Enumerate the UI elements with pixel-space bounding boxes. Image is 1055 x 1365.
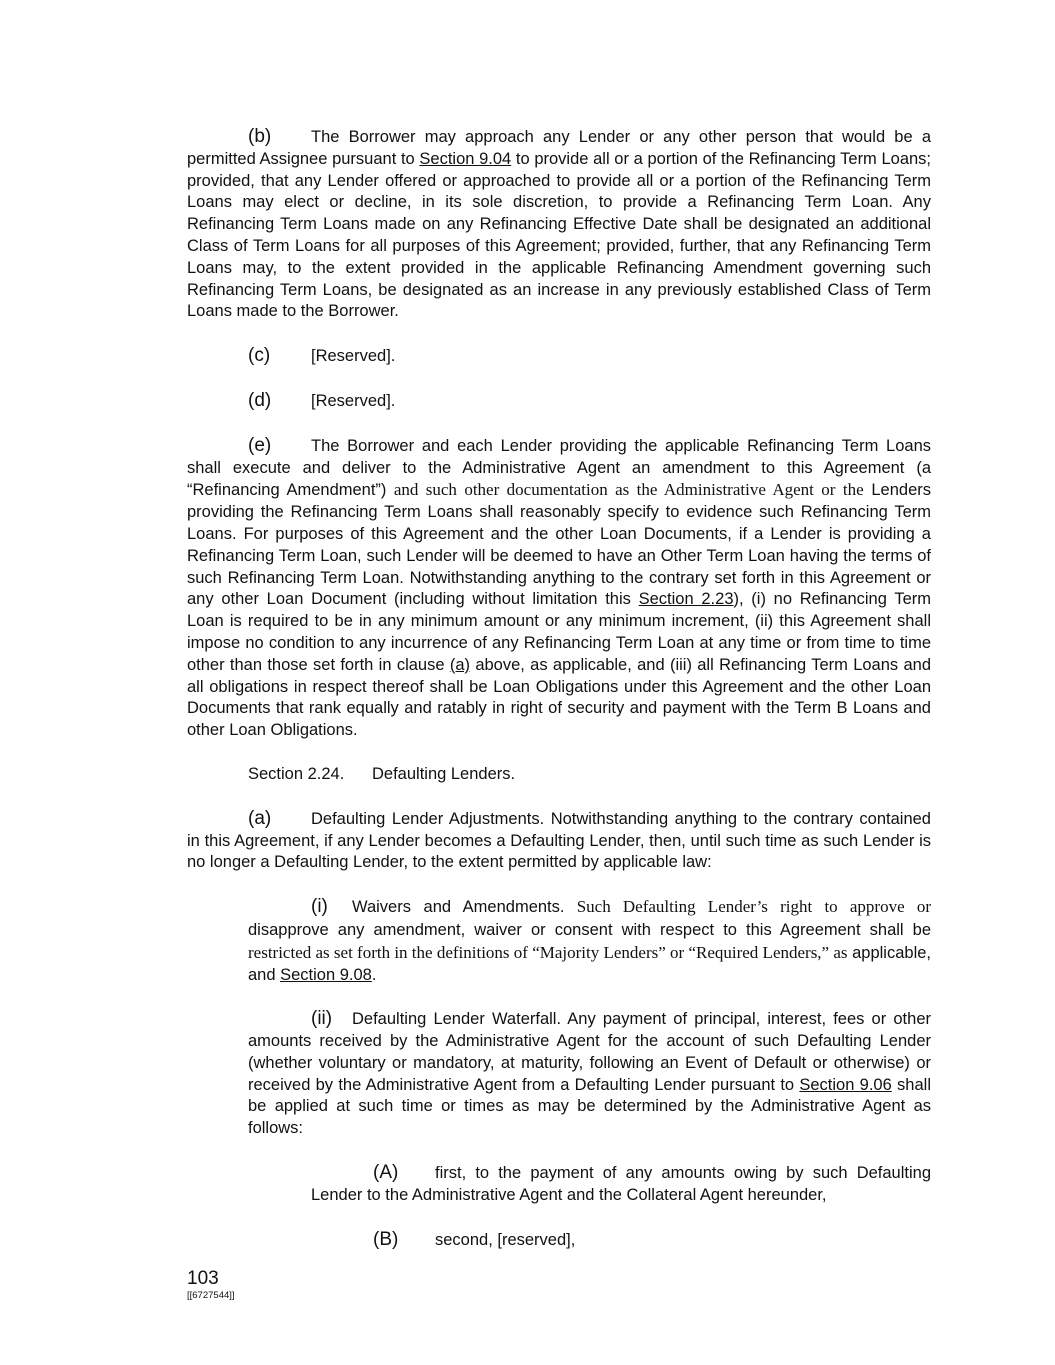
paragraph-text: second, [reserved], (435, 1230, 576, 1249)
paragraph-B (311, 1229, 931, 1252)
clause-label: (c) (248, 345, 271, 367)
paragraph-text: Lenders providing the Refinancing Term Loans shall reasonably specify to evidence such Refinancing Term Loans. For purposes of this Agreement and the other Loan Documents, if a Lender is providing a Refinancing Term Loan, such Lender will be deemed to have an Other Term Loan having the terms of such Refinancing Term Loan. Notwithstanding anything to the contrary set forth in this Agreement or any other Loan Document (including without limitation this (187, 481, 931, 609)
document-id: [[6727544]] (187, 1290, 235, 1301)
paragraph-text: disapprove any amendment, waiver or consent with respect to this Agreement shall be (248, 920, 931, 939)
clause-label: (B) (373, 1228, 399, 1250)
paragraph-a (187, 808, 931, 874)
paragraph-text: Such Defaulting Lender’s right to approve or (564, 897, 931, 917)
section-title: Defaulting Lenders. (372, 764, 516, 783)
paragraph-text: Defaulting Lender Waterfall. Any payment of principal, interest, fees or other amounts received by the Administrative Agent for the account of such Defaulting Lender (whether voluntary or mandatory, at maturity, following an Event of Default or otherwise) or received by the Administrative Agent from a Defaulting Lender pursuant to (248, 1010, 931, 1094)
paragraph-text: restricted as set forth in the definitions of “Majority Lenders” or “Required Lenders,” as (248, 942, 848, 962)
paragraph-c (187, 345, 931, 368)
section-reference: Section 9.04 (419, 149, 512, 168)
clause-label: (d) (248, 389, 272, 411)
paragraph-text: and such other documentation as the Administrative Agent or the (386, 480, 864, 500)
section-reference: Section 9.08 (280, 965, 372, 984)
clause-label: (a) (248, 807, 272, 829)
paragraph-text: shall be applied at such time or times as may be determined by the Administrative Agent as follows: (248, 1075, 931, 1138)
section-heading (187, 764, 931, 786)
paragraph-text: applicable, and (248, 943, 931, 984)
paragraph-text: [Reserved]. (311, 391, 396, 410)
page-number: 103 (187, 1268, 219, 1289)
paragraph-b (187, 126, 931, 323)
paragraph-text: above, as applicable, and (iii) all Refinancing Term Loans and all obligations in respect thereof shall be Loan Obligations under this Agreement and the other Loan Documents that rank equally and ratably in right of security and payment with the Term B Loans and other Loan Obligations. (187, 655, 932, 740)
clause-label: (e) (248, 434, 272, 456)
paragraph-A (311, 1162, 931, 1207)
section-number: Section 2.24. (248, 764, 345, 783)
paragraph-i (248, 896, 931, 986)
clause-label: (A) (373, 1162, 399, 1184)
paragraph-text: Defaulting Lender Adjustments. Notwithstanding anything to the contrary contained in this Agreement, if any Lender becomes a Defaulting Lender, then, until such time as such Lender is no longer a Defaulting Lender, to the extent permitted by applicable law: (187, 809, 931, 872)
section-reference: Section 2.23 (638, 590, 734, 609)
paragraph-d (187, 390, 931, 413)
paragraph-e (187, 435, 931, 742)
paragraph-text: to provide all or a portion of the Refinancing Term Loans; provided, that any Lender offered or approached to provide all or a portion of the Refinancing Term Loans may elect or decline, in its sole discretion, to provide a Refinancing Term Loan. Any Refinancing Term Loans made on any Refinancing Effective Date shall be designated an additional Class of Term Loans for all purposes of this Agreement; provided, further, that any Refinancing Term Loans may, to the extent provided in the applicable Refinancing Amendment governing such Refinancing Term Loans, be designated as an increase in any previously established Class of Term Loans made to the Borrower. (187, 149, 932, 321)
clause-label: (i) (311, 896, 328, 918)
paragraph-text: . (371, 965, 377, 984)
clause-label: (ii) (311, 1008, 333, 1030)
paragraph-ii (248, 1008, 931, 1140)
paragraph-text: The Borrower may approach any Lender or any other person that would be a permitted Assignee pursuant to (187, 128, 931, 168)
section-reference: Section 9.06 (799, 1075, 892, 1094)
clause-label: (b) (248, 126, 272, 147)
document-page (187, 126, 931, 1273)
paragraph-text: Waivers and Amendments. (352, 898, 565, 917)
paragraph-text: The Borrower and each Lender providing the applicable Refinancing Term Loans shall execute and deliver to the Administrative Agent an amendment to this Agreement (a “Refinancing Amendment”) (187, 436, 931, 500)
paragraph-text: [Reserved]. (311, 347, 396, 366)
clause-reference: (a) (449, 655, 471, 674)
paragraph-text: first, to the payment of any amounts owing by such Defaulting Lender to the Administrative Agent and the Collateral Agent hereunder, (311, 1164, 931, 1204)
page-footer (187, 1268, 235, 1302)
paragraph-text: ), (i) no Refinancing Term Loan is required to be in any minimum amount or any minimum increment, (ii) this Agreement shall impose no condition to any incurrence of any Refinancing Term Loan at any time or from time to time other than those set forth in clause (187, 590, 931, 674)
